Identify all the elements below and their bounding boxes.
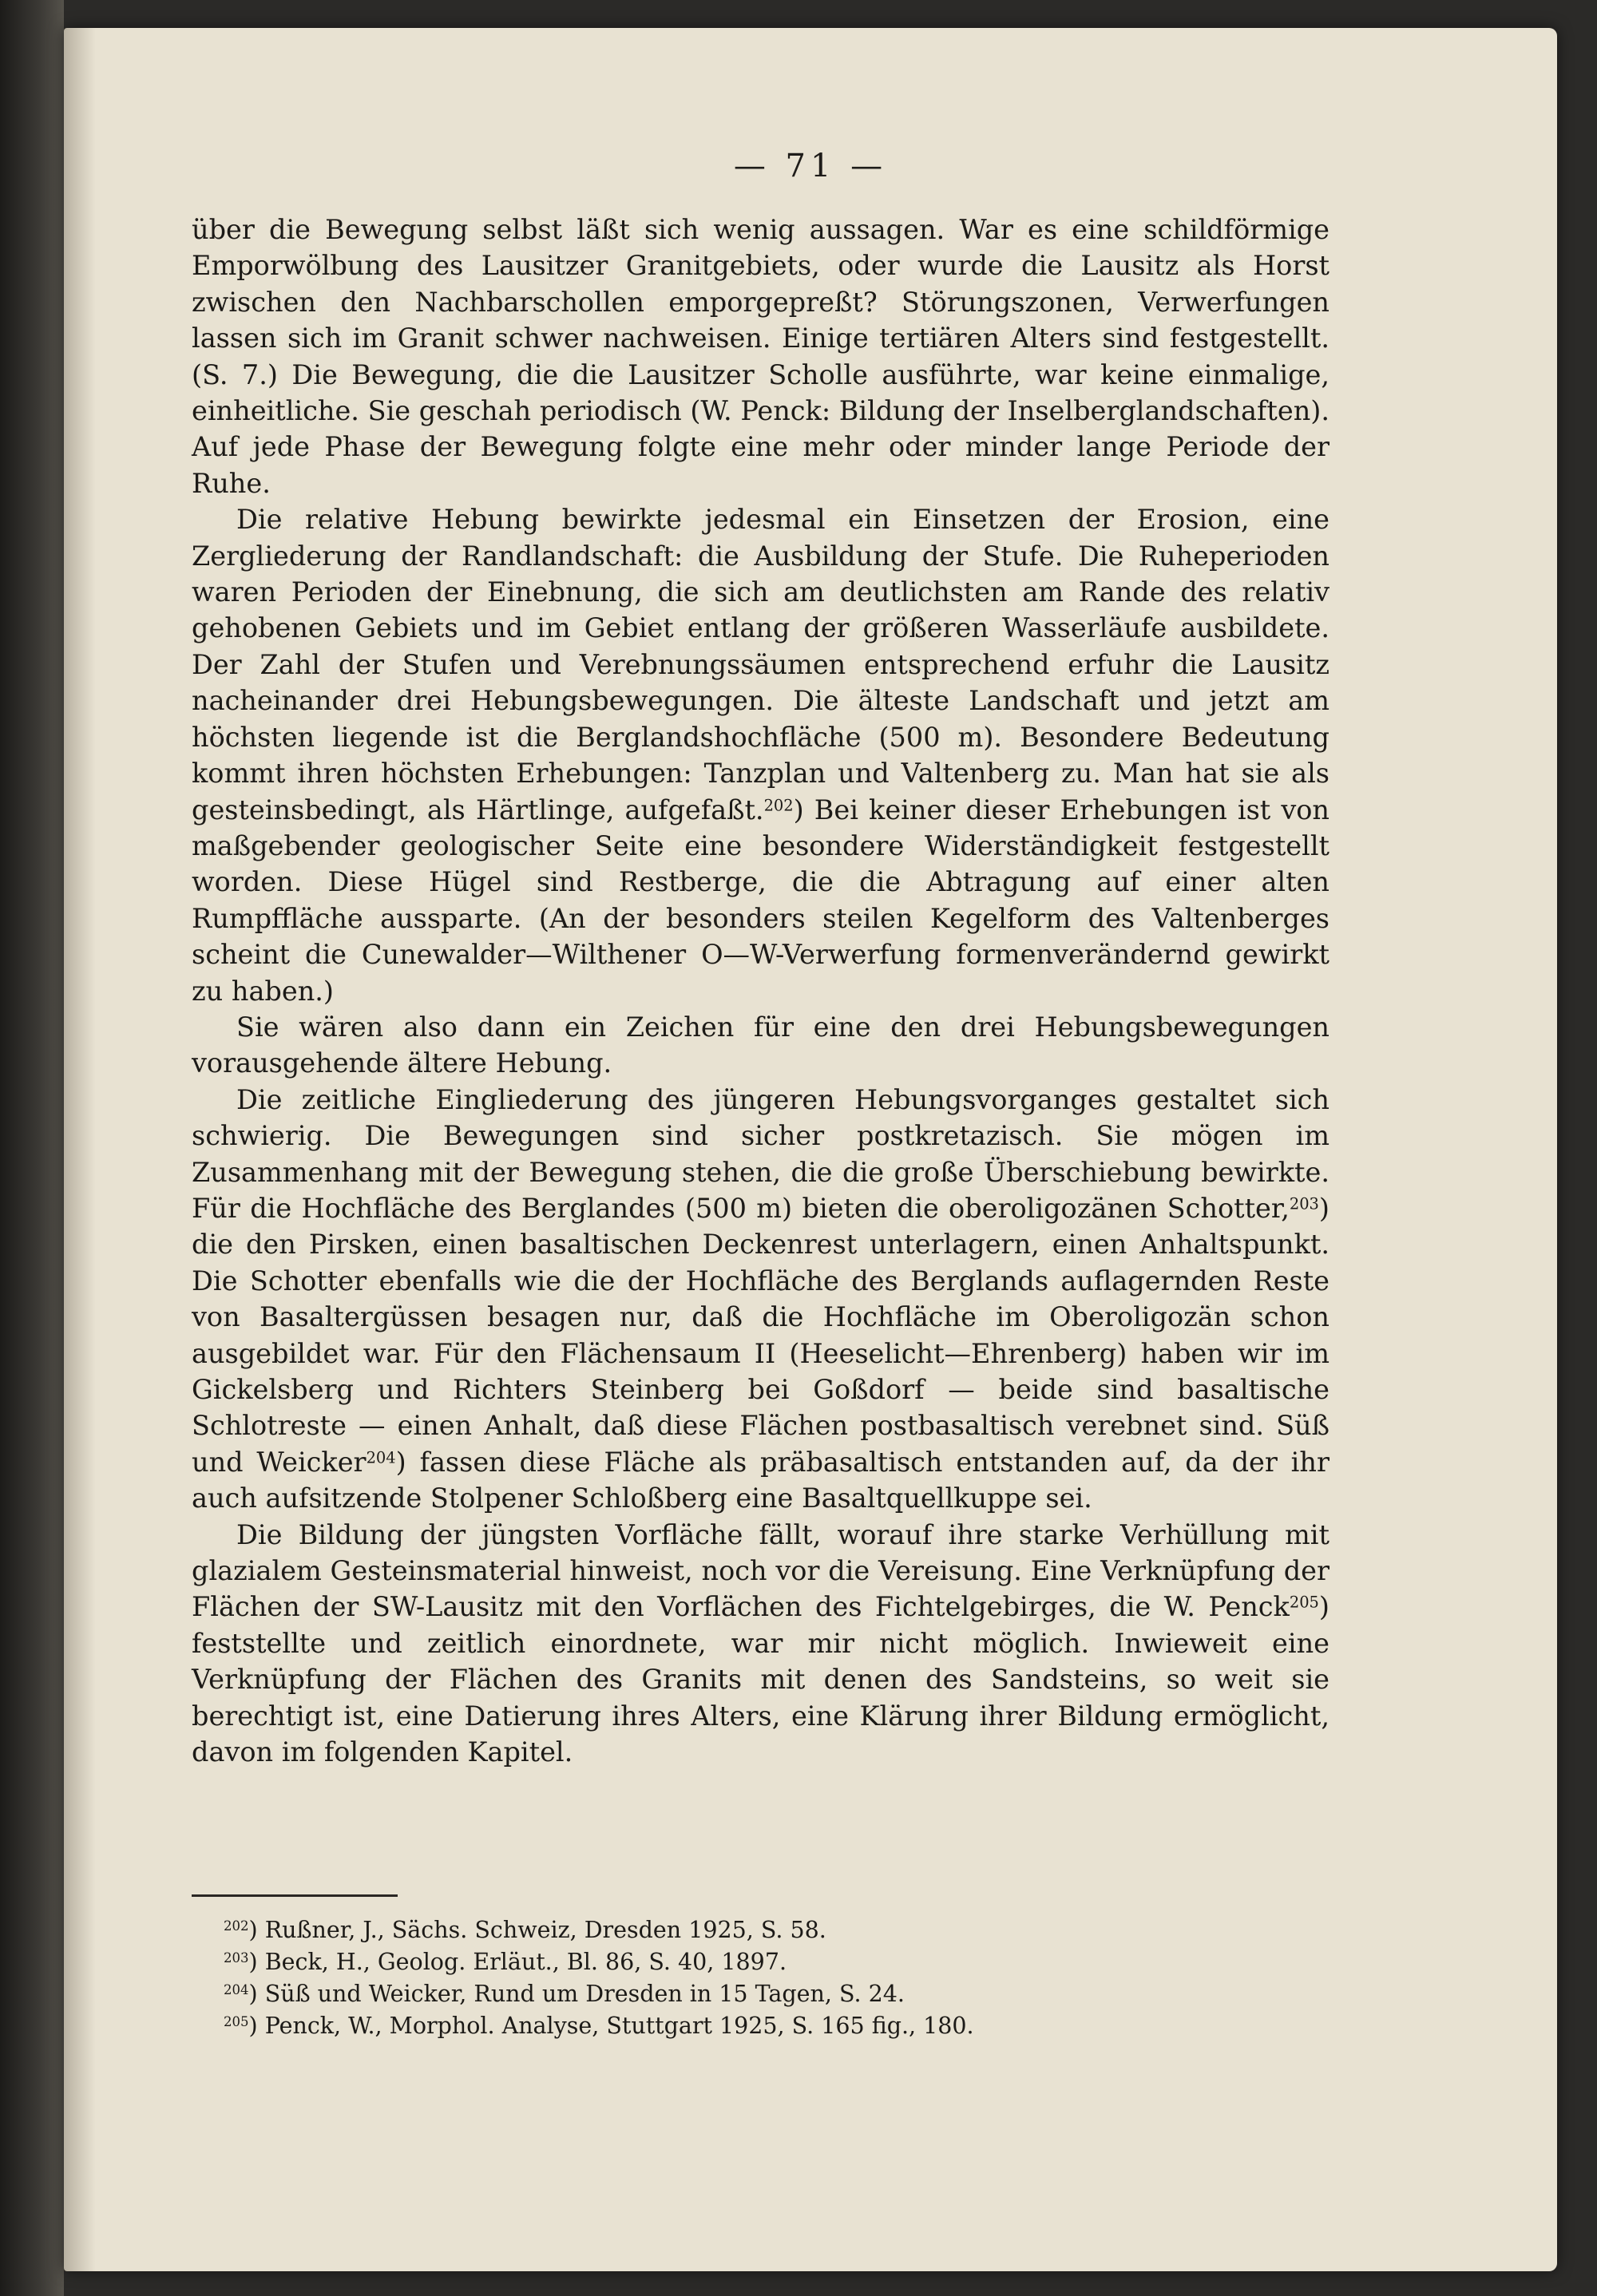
footnote-reference[interactable]: 205 xyxy=(1289,1593,1319,1612)
book-spine-shadow xyxy=(0,0,64,2296)
paragraph xyxy=(192,1009,1330,1082)
footnote-number: 205 xyxy=(224,2013,249,2029)
paragraph xyxy=(192,212,1330,501)
footnote xyxy=(224,1914,1262,1946)
footnote-number: 202 xyxy=(224,1918,249,1934)
paragraph-text: ) die den Pirsken, einen basaltischen Deckenrest unterlagern, einen Anhaltspunkt. Die Schotter ebenfalls wie die der Hochfläche des Berglands auflagernden Reste von Basaltergüssen besagen nur, daß die Hochfläche im Oberoligozän schon ausgebildet war. Für den Flächensaum II (Heeselicht—Ehrenberg) haben wir im Gickelsberg und Richters Steinberg bei Goßdorf — beide sind basaltische Schlotreste — einen Anhalt, daß diese Flächen postbasaltisch verebnet sind. Süß und Weicker xyxy=(192,1192,1330,1478)
paragraph-text: über die Bewegung selbst läßt sich wenig aussagen. War es eine schildförmige Emporwölbung des Lausitzer Granitgebiets, oder wurde die Lausitz als Horst zwischen den Nachbarschollen emporgepreßt? Störungszonen, Verwerfungen lassen sich im Granit schwer nachweisen. Einige tertiären Alters sind festgestellt. (S. 7.) Die Bewegung, die die Lausitzer Scholle ausführte, war keine einmalige, einheitliche. Sie geschah periodisch (W. Penck: Bildung der Inselberglandschaften). Auf jede Phase der Bewegung folgte eine mehr oder minder lange Periode der Ruhe. xyxy=(192,214,1330,499)
footnote-number: 204 xyxy=(224,1981,249,1997)
page-number: — 71 — xyxy=(733,148,888,184)
footnote-divider xyxy=(192,1894,398,1897)
paragraph-text: Die relative Hebung bewirkte jedesmal ein Einsetzen der Erosion, eine Zergliederung der Randlandschaft: die Ausbildung der Stufe. Die Ruheperioden waren Perioden der Einebnung, die sich am deutlichsten am Rande des relativ gehobenen Gebiets und im Gebiet entlang der größeren Wasserläufe ausbildete. Der Zahl der Stufen und Verebnungssäumen entsprechend erfuhr die Lausitz nacheinander drei Hebungsbewegungen. Die älteste Landschaft und jetzt am höchsten liegende ist die Berglandshochfläche (500 m). Besondere Bedeutung kommt ihren höchsten Erhebungen: Tanzplan und Valtenberg zu. Man hat sie als gesteinsbedingt, als Härtlinge, aufgefaßt. xyxy=(192,504,1330,825)
paragraph-text: Sie wären also dann ein Zeichen für eine den drei Hebungsbewegungen vorausgehende ältere Hebung. xyxy=(192,1011,1330,1079)
paragraph-text: ) Bei keiner dieser Erhebungen ist von maßgebender geologischer Seite eine besondere Widerständigkeit festgestellt worden. Diese Hügel sind Restberge, die die Abtragung auf einer alten Rumpffläche aussparte. (An der besonders steilen Kegelform des Valtenberges scheint die Cunewalder—Wilthener O—W-Verwerfung formenverändernd gewirkt zu haben.) xyxy=(192,794,1330,1007)
paragraph-text: ) feststellte und zeitlich einordnete, war mir nicht möglich. Inwieweit eine Verknüpfung der Flächen des Granits mit denen des Sandsteins, so weit sie berechtigt ist, eine Datierung ihres Alters, eine Klärung ihrer Bildung ermöglicht, davon im folgenden Kapitel. xyxy=(192,1591,1330,1768)
paragraph xyxy=(192,1082,1330,1517)
footnote xyxy=(224,1946,1262,1978)
footnote-text: ) Süß und Weicker, Rund um Dresden in 15 Tagen, S. 24. xyxy=(248,1981,905,2007)
footnote-text: ) Penck, W., Morphol. Analyse, Stuttgart 1925, S. 165 fig., 180. xyxy=(248,2013,974,2039)
paragraph-text: Die zeitliche Eingliederung des jüngeren Hebungsvorganges gestaltet sich schwierig. Die Bewegungen sind sicher postkretazisch. Sie mögen im Zusammenhang mit der Bewegung stehen, die die große Überschiebung bewirkte. Für die Hochfläche des Berglandes (500 m) bieten die oberoligozänen Schotter, xyxy=(192,1083,1330,1224)
main-text xyxy=(192,212,1330,1770)
footnote-text: ) Beck, H., Geolog. Erläut., Bl. 86, S. 40, 1897. xyxy=(248,1949,787,1975)
footnote xyxy=(224,1978,1262,2010)
paragraph xyxy=(192,1517,1330,1771)
footnote-text: ) Rußner, J., Sächs. Schweiz, Dresden 1925, S. 58. xyxy=(248,1917,826,1943)
paragraph xyxy=(192,501,1330,1009)
footnote xyxy=(224,2010,1262,2042)
footnotes xyxy=(224,1914,1262,2042)
footnote-reference[interactable]: 202 xyxy=(763,795,794,814)
footnote-reference[interactable]: 204 xyxy=(366,1448,396,1467)
footnote-reference[interactable]: 203 xyxy=(1289,1194,1319,1213)
paragraph-text: ) fassen diese Fläche als präbasaltisch entstanden auf, da der ihr auch aufsitzende Stolpener Schloßberg eine Basaltquellkuppe sei. xyxy=(192,1446,1330,1514)
footnote-number: 203 xyxy=(224,1950,249,1965)
paragraph-text: Die Bildung der jüngsten Vorfläche fällt, worauf ihre starke Verhüllung mit glazialem Gesteinsmaterial hinweist, noch vor die Vereisung. Eine Verknüpfung der Flächen der SW-Lausitz mit den Vorflächen des Fichtelgebirges, die W. Penck xyxy=(192,1518,1330,1623)
